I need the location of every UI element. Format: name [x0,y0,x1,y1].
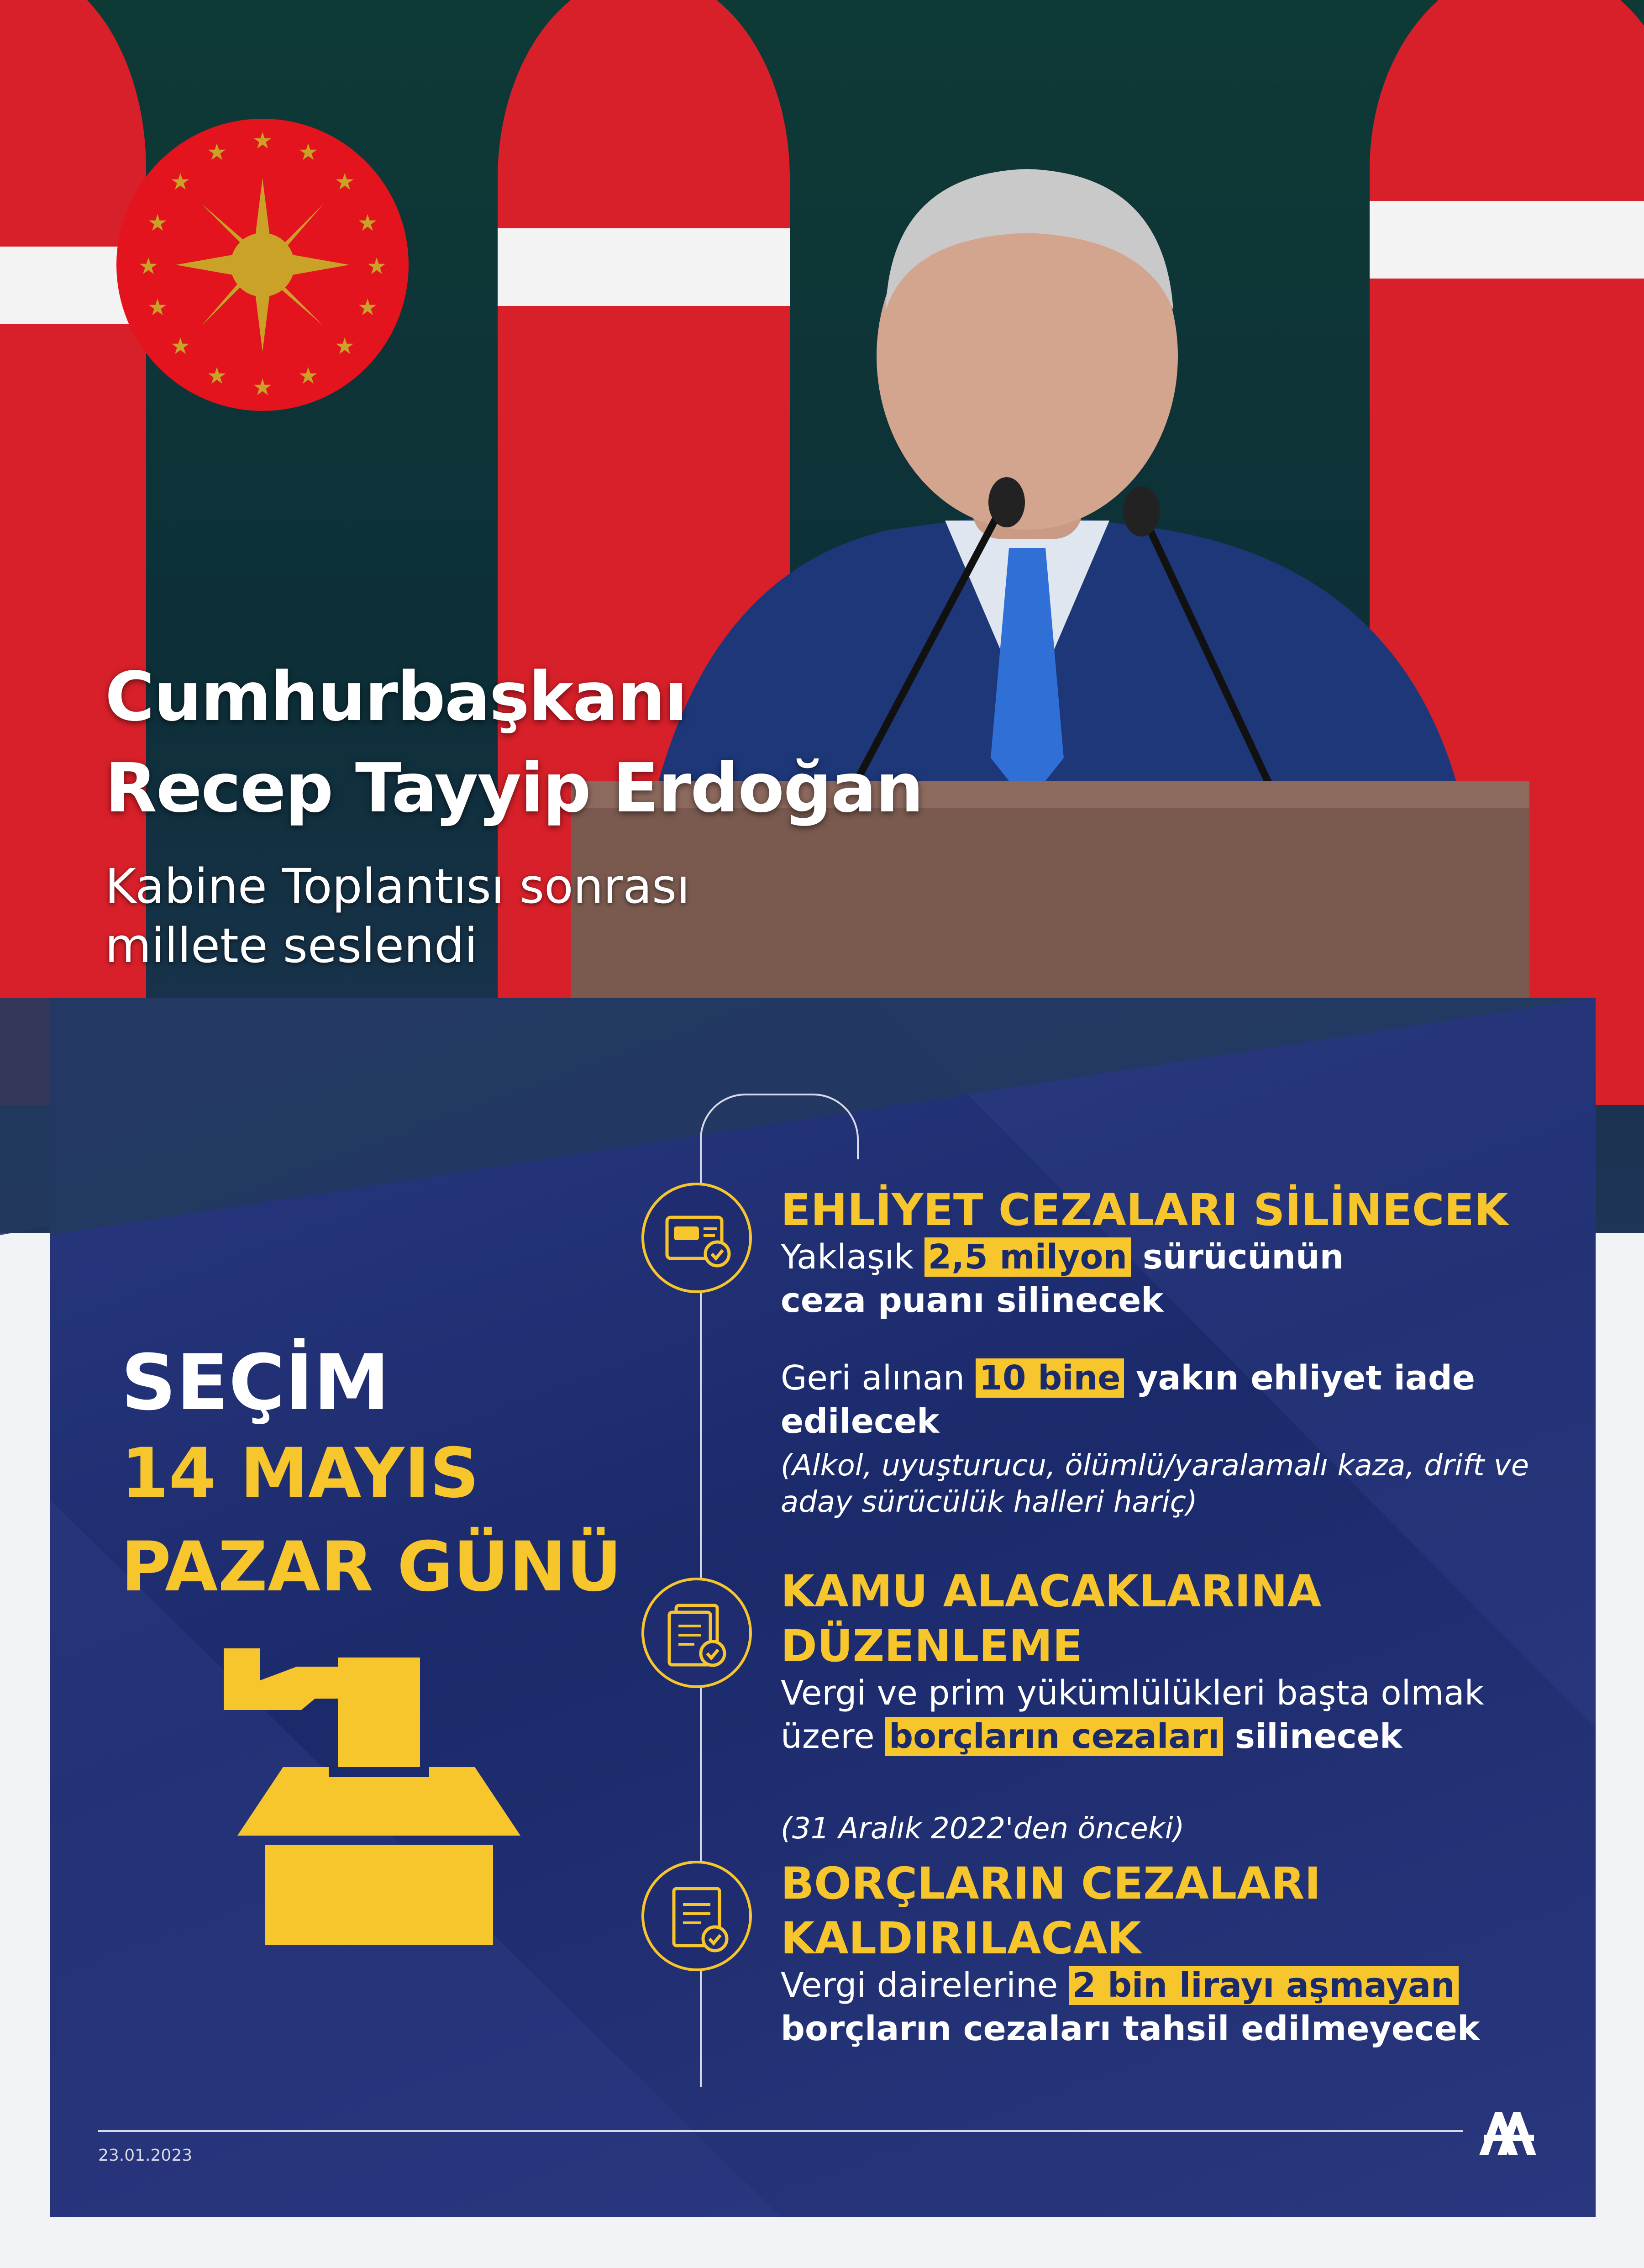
svg-text:★: ★ [170,333,191,359]
item3-text-line1: Vergi dairelerine 2 bin lirayı aşmayan [781,1963,1459,2007]
svg-text:★: ★ [357,210,378,236]
aa-logo-icon [1475,2105,1539,2160]
item2-text-line2: üzere borçların cezaları silinecek [781,1717,1402,1756]
svg-text:★: ★ [206,139,227,165]
svg-text:★: ★ [147,294,168,321]
svg-text:★: ★ [298,139,319,165]
footer-date: 23.01.2023 [98,2146,193,2165]
svg-text:★: ★ [170,168,191,195]
item1-heading: EHLİYET CEZALARI SİLİNECEK [781,1184,1508,1236]
item2-text-line1: Vergi ve prim yükümlülükleri başta olmak [781,1673,1484,1713]
timeline-curve-gap [702,1132,857,1160]
svg-text:★: ★ [138,253,159,279]
license-check-icon [641,1183,752,1293]
svg-text:★: ★ [366,253,387,279]
election-date: 14 MAYIS [121,1434,479,1513]
svg-text:★: ★ [357,294,378,321]
ballot-box-icon [224,1630,534,1950]
bottom-margin [0,2217,1644,2268]
item3-highlight: 2 bin lirayı aşmayan [1069,1966,1459,2005]
item1-text-line1: Yaklaşık 2,5 milyon sürücünün [781,1237,1344,1277]
election-label: SEÇİM [121,1338,390,1427]
item1-extra-line1: Geri alınan 10 bine yakın ehliyet iade [781,1358,1476,1398]
item1-text-line2: ceza puanı silinecek [781,1281,1164,1320]
documents-check-icon [641,1578,752,1688]
item1-note-line1: (Alkol, uyuşturucu, ölümlü/yaralamalı kaza, drift ve [781,1449,1529,1483]
item2-highlight: borçların cezaları [885,1717,1223,1756]
item2-heading-line2: DÜZENLEME [781,1621,1083,1672]
election-day: PAZAR GÜNÜ [121,1527,622,1607]
svg-text:★: ★ [252,127,273,154]
svg-text:★: ★ [298,363,319,389]
title-office: Cumhurbaşkanı [105,658,687,736]
item1-highlight: 2,5 milyon [924,1237,1131,1277]
item3-heading-line2: KALDIRILACAK [781,1913,1141,1964]
title-name: Recep Tayyip Erdoğan [105,749,923,827]
svg-text:★: ★ [334,333,355,359]
svg-text:★: ★ [334,168,355,195]
item1-note-line2: aday sürücülük halleri hariç) [781,1485,1198,1519]
item1-extra-line2: edilecek [781,1402,940,1441]
svg-text:★: ★ [147,210,168,236]
svg-text:★: ★ [206,363,227,389]
presidential-seal-icon [112,114,413,416]
document-check-icon [641,1861,752,1971]
subtitle-line1: Kabine Toplantısı sonrası [105,858,690,914]
item3-heading-line1: BORÇLARIN CEZALARI [781,1858,1321,1909]
item1-extra-highlight: 10 bine [976,1358,1124,1398]
item3-text-line2: borçların cezaları tahsil edilmeyecek [781,2009,1480,2048]
item3-pre-note: (31 Aralık 2022'den önceki) [781,1812,1185,1846]
item2-heading-line1: KAMU ALACAKLARINA [781,1566,1322,1617]
subtitle-line2: millete seslendi [105,918,478,974]
svg-text:★: ★ [252,374,273,400]
footer-divider [98,2130,1463,2132]
photo-edge-left [0,998,50,1235]
